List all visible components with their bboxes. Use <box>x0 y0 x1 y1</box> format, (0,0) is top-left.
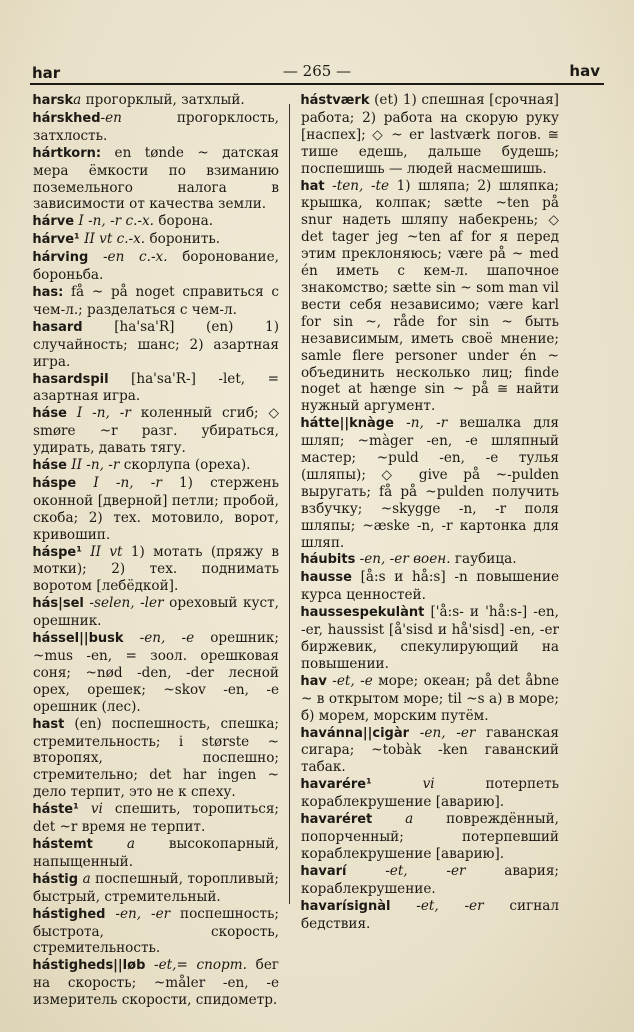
entry-headword: háste¹ <box>32 802 79 818</box>
entry-grammar: II vt с.-х. <box>79 231 146 248</box>
entry-grammar: I -n, -r <box>66 405 131 422</box>
page-header <box>30 60 604 84</box>
entry-headword: havaréret <box>300 812 373 828</box>
entry-definition: коленный сгиб; ◇ smøre ~r разг. убираться, удирать, давать тягу. <box>33 405 280 457</box>
entry-definition: гаванская сигара; ~tobàk -ken гаванский табак. <box>301 724 559 776</box>
entry-headword: háspe¹ <box>32 544 82 560</box>
entry-definition: поспешность; быстрота, скорость, стремительность. <box>33 905 279 957</box>
entry-definition: бег на скорость; ~måler -en, -e измеритель скорости, спидометр. <box>33 957 279 1009</box>
entry-definition: высокопарный, напыщенный. <box>33 835 279 870</box>
entry-headword: hárskhed <box>32 110 101 126</box>
entry-grammar: -en, -er <box>409 724 476 741</box>
entry-headword: hástværk <box>300 93 370 108</box>
dictionary-entry <box>33 957 279 1009</box>
entry-headword: hártkorn: <box>32 145 102 161</box>
entry-headword: hástemt <box>32 836 93 852</box>
entry-definition: en tønde ~ датская мера ёмкости по взиманию поземельного налога в зависимости от качества земли. <box>33 144 279 213</box>
dictionary-entry <box>301 811 559 863</box>
entry-definition: [ha'sa'R] (en) 1) случайность; шанс; 2) азартная игра. <box>33 318 279 370</box>
header-rule <box>30 83 604 85</box>
entry-definition: 1) мотать (пряжу в мотки); 2) тех. поднимать воротом [лебёдкой]. <box>33 543 279 595</box>
entry-headword: háse <box>32 406 67 422</box>
entry-headword: hástig <box>32 871 79 887</box>
dictionary-entry <box>301 863 559 898</box>
entry-definition: потерпеть кораблекрушение [аварию]. <box>301 776 559 811</box>
entry-headword: háubits <box>300 552 356 568</box>
entry-headword: hast <box>32 716 65 732</box>
dictionary-entry <box>301 569 559 604</box>
entry-headword: hav <box>300 673 327 689</box>
dictionary-entry <box>301 776 559 811</box>
dictionary-entry <box>33 836 279 871</box>
entry-definition: боронование, бороньба. <box>33 249 279 284</box>
left-guide-word: har <box>32 64 61 82</box>
entry-grammar: II -n, -r <box>66 457 120 474</box>
entry-headword: hástigheds||løb <box>32 958 146 974</box>
entry-headword: havánna||cigàr <box>300 725 410 741</box>
entry-grammar: a <box>92 835 135 852</box>
entry-grammar: -et,= спорт. <box>145 957 247 974</box>
entry-definition: борона. <box>154 213 214 230</box>
entry-headword: harsk <box>32 93 74 108</box>
dictionary-entry <box>301 604 559 673</box>
entry-definition: [å:s и hå:s] -n повышение курса ценностей. <box>301 569 559 604</box>
entry-headword: hat <box>300 178 325 194</box>
entry-grammar: vi <box>371 776 435 793</box>
right-guide-word: hav <box>569 62 600 80</box>
entry-definition: скорлупа (ореха). <box>119 457 251 474</box>
entry-grammar: -en, -er <box>105 905 171 922</box>
dictionary-entry <box>33 284 279 319</box>
entry-headword: hátte||knàge <box>300 416 394 432</box>
entry-headword: hárve <box>32 214 75 230</box>
right-column <box>301 92 559 932</box>
entry-definition: вешалка для шляп; ~màger -en, -e шляпный мастер; ~puld -en, -e тулья (шляпы); ◇ give på ~-pulden выругать; få på ~pulden получить взбучку; ~skygge -n, -r поля шляпы; ~æske -n, -r картонка для шляп. <box>301 415 559 551</box>
entry-headword: havarísignàl <box>300 898 391 914</box>
dictionary-entry <box>33 405 279 457</box>
entry-definition: 1) шляпа; 2) шляпка; крышка, колпак; sætte ~ten på snur надеть шляпу набекрень; ◇ det tager jeg ~ten af for я перед этим преклоняюсь; være på ~ med én иметь с кем-л. шапочное знакомство; sætte sin ~ som man vil вести себя независимо; være karl for sin ~, råde for sin ~ быть независимым, иметь своё мнение; samle flere personer under én ~ объединить несколько лиц; finde noget at hænge sin ~ på ≅ найти нужный аргумент. <box>301 177 560 415</box>
entry-grammar: -en, -e <box>123 630 195 647</box>
entry-definition: ['å:s- и 'hå:s-] -en, -er, haussist [å'sisd и hå'sisd] -en, -er биржевик, спекулирующий на повышении. <box>301 604 559 672</box>
dictionary-entry <box>33 249 279 284</box>
entry-definition: повреждённый, попорченный; потерпевший кораблекрушение [аварию]. <box>301 811 559 862</box>
entry-headword: havarére¹ <box>300 777 372 793</box>
entry-definition: спешить, торопиться; det ~r время не терпит. <box>33 801 279 836</box>
entry-grammar: -en <box>100 109 122 126</box>
entry-definition: море; океан; på det åbne ~ в открытом море; til ~s а) в море; б) морем, морским путём. <box>301 672 560 724</box>
dictionary-entry <box>33 871 279 906</box>
dictionary-entry <box>33 319 279 371</box>
entry-grammar: I -n, -r <box>76 474 162 491</box>
dictionary-entry <box>33 457 279 475</box>
entry-headword: has: <box>32 284 64 300</box>
dictionary-entry <box>33 801 279 836</box>
entry-definition: (en) поспешность, спешка; стремительность; i største ~ второпях, поспешно; стремительно; det har ingen ~ дело терпит, это не к спеху. <box>33 715 279 801</box>
dictionary-entry <box>301 92 559 178</box>
dictionary-entry <box>301 673 559 725</box>
entry-headword: haussespekulànt <box>300 605 425 621</box>
entry-headword: hás|sel <box>32 596 84 612</box>
dictionary-entry <box>301 178 559 416</box>
entry-grammar: -selen, -ler <box>83 595 164 612</box>
entry-grammar: -et, -er <box>390 897 484 914</box>
dictionary-entry <box>301 415 559 551</box>
entry-headword: hástighed <box>32 906 106 922</box>
entry-headword: hasard <box>32 319 83 335</box>
entry-definition: прогорклость, затхлость. <box>33 109 279 144</box>
entry-definition: прогорклый, затхлый. <box>81 92 245 108</box>
dictionary-entry <box>33 110 279 145</box>
entry-definition: орешник; ~mus -en, = зоол. орешковая соня; ~nød -den, -der лесной орех, орешек; ~skov -en, -e орешник (лес). <box>33 630 279 715</box>
entry-grammar: -en с.-х. <box>88 249 168 266</box>
entry-grammar: vi <box>78 801 103 818</box>
entry-definition: авария; кораблекрушение. <box>301 862 560 897</box>
entry-headword: hausse <box>300 570 352 586</box>
entry-grammar: -et, -er <box>346 862 466 879</box>
dictionary-entry <box>33 213 279 231</box>
entry-headword: háspe <box>32 475 77 491</box>
entry-definition: 1) стержень оконной [дверной] петли; пробой, скоба; 2) тех. мотовило, ворот, кривошип. <box>33 474 279 543</box>
entry-grammar: -n, -r <box>393 415 448 432</box>
entry-headword: havarí <box>300 863 347 879</box>
dictionary-entry <box>33 906 279 958</box>
entry-grammar: -et, -e <box>326 672 373 689</box>
dictionary-entry <box>33 630 279 716</box>
entry-grammar: a <box>73 92 82 108</box>
page-number: — 265 — <box>282 62 352 80</box>
entry-headword: háse <box>32 458 67 474</box>
entry-grammar: a <box>372 811 414 828</box>
column-divider <box>289 104 290 904</box>
entry-definition: боронить. <box>145 231 221 248</box>
dictionary-entry <box>33 231 279 249</box>
entry-definition: сигнал бедствия. <box>301 897 560 932</box>
entry-definition: гаубица. <box>450 551 517 568</box>
entry-definition: (et) 1) спешная [срочная] работа; 2) работа на скорую руку [наспех]; ◇ ~ er lastværk погов. ≅ тише едешь, дальше будешь; поспешишь — людей насмешишь. <box>301 92 559 177</box>
dictionary-entry <box>33 145 279 214</box>
left-column <box>33 92 279 1009</box>
entry-headword: hárving <box>32 250 89 266</box>
dictionary-entry <box>33 475 279 544</box>
dictionary-entry <box>33 595 279 630</box>
entry-headword: hássel||busk <box>32 631 124 647</box>
entry-grammar: -ten, -te <box>324 177 390 194</box>
dictionary-entry <box>301 551 559 569</box>
entry-definition: [ha'sa'R-] -let, = азартная игра. <box>33 370 279 405</box>
entry-headword: hasardspil <box>32 371 109 387</box>
entry-grammar: a <box>78 870 91 887</box>
entry-grammar: I -n, -r с.-х. <box>74 213 154 230</box>
dictionary-entry <box>33 371 279 406</box>
dictionary-entry <box>301 898 559 933</box>
entry-grammar: II vt <box>81 543 123 560</box>
dictionary-entry <box>33 544 279 596</box>
entry-grammar: -en, -er воен. <box>355 551 451 568</box>
entry-definition: ореховый куст, орешник. <box>33 595 279 630</box>
dictionary-entry <box>33 716 279 802</box>
dictionary-entry <box>301 725 559 777</box>
dictionary-entry <box>33 92 279 110</box>
entry-headword: hárve¹ <box>32 232 80 248</box>
entry-definition: få ~ på noget справиться с чем-л.; разделаться с чем-л. <box>33 283 279 318</box>
entry-definition: поспешный, торопливый; быстрый, стремительный. <box>33 870 279 905</box>
